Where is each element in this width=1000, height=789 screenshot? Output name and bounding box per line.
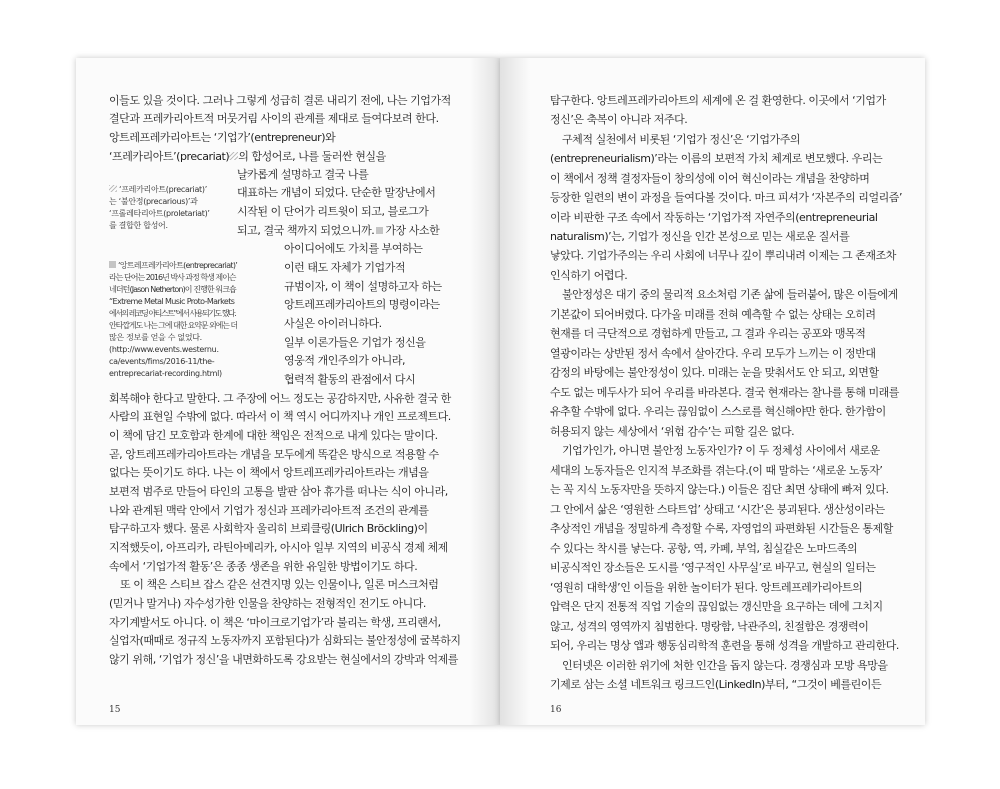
- sidenote-text: ‘앙트레프레카리아트(entreprecariat)’: [118, 261, 238, 270]
- sidenote-line: 많은 정보를 얻을 수 없었다.: [109, 333, 202, 342]
- body-line: 수도 없는 메두사가 되어 우리를 바라본다. 결국 현재라는 찰나를 통해 미래를: [550, 386, 899, 399]
- body-line: (entrepreneurialism)’라는 이름의 보편적 가치 체계로 변모했다. 우리는: [550, 152, 883, 165]
- body-line: 탐구한다. 앙트레프레카리아트의 세계에 온 걸 환영한다. 이곳에서 ‘기업가: [550, 94, 886, 107]
- left-page: [76, 58, 500, 725]
- body-text: 되고, 결국 책까지 되었으니까.: [237, 224, 375, 237]
- body-line: 사실은 아이러니하다.: [284, 317, 382, 330]
- body-line: 압력은 단지 전통적 직업 기술의 끊임없는 갱신만을 요구하는 데에 그치지: [550, 600, 883, 613]
- sidenote-line: 를 결합한 합성어.: [109, 221, 168, 230]
- body-line: [109, 150, 386, 164]
- body-line: 열광이라는 상반된 정서 속에서 살아간다. 우리 모두가 느끼는 이 정반대: [550, 347, 876, 360]
- sidenote-line: 네더턴(Jason Netherton)이 진행한 워크숍: [109, 285, 236, 294]
- body-line: 날카롭게 설명하고 결국 나를: [237, 168, 369, 181]
- body-line: 이런 태도 자체가 기업가적: [284, 261, 406, 274]
- body-line: (믿거나 말거나) 자수성가한 인물을 찬양하는 전형적인 전기도 아니다.: [109, 597, 426, 610]
- body-line: 불안정성은 대기 중의 물리적 요소처럼 기존 삶에 들러붙어, 많은 이들에게: [562, 288, 898, 301]
- sidenote-line: (http://www.events.westernu.: [109, 345, 219, 354]
- body-line: naturalism)’는, 기업가 정신을 인간 본성으로 믿는 새로운 질서를: [550, 230, 850, 243]
- right-gutter-shadow: [500, 58, 530, 725]
- sidenote-text: ‘프레카리아트(precariat)’: [119, 185, 207, 194]
- footnote-marker-icon: [376, 227, 383, 234]
- body-line: 앙트레프레카리아트는 ‘기업가’(entrepreneur)와: [109, 131, 336, 144]
- sidenote-line: 는 ‘불안정(precarious)’과: [109, 197, 198, 206]
- body-line: 보편적 범주로 만들어 타인의 고통을 발판 삼아 휴가를 떠나는 식이 아니라,: [109, 485, 448, 498]
- page-number: 15: [109, 705, 121, 715]
- footnote-marker-icon: [109, 185, 117, 192]
- body-line: 영웅적 개인주의가 아니라,: [284, 354, 406, 367]
- body-text: ‘프레카리아트’(precariat): [109, 150, 230, 163]
- body-line: 없다는 뜻이기도 하다. 나는 이 책에서 앙트레프레카리아트라는 개념을: [109, 466, 429, 479]
- body-line: 정신’은 축복이 아니라 저주다.: [550, 113, 688, 126]
- left-gutter-shadow: [470, 58, 500, 725]
- body-line: 협력적 활동의 관점에서 다시: [284, 373, 416, 386]
- body-line: 등장한 일련의 변이 과정을 들여다볼 것이다. 마크 피셔가 ‘자본주의 리얼리즘’: [550, 191, 903, 204]
- body-line: 사람의 표현일 수밖에 없다. 따라서 이 책 역시 어디까지나 개인 프로젝트다.: [109, 410, 451, 423]
- body-line: 인터넷은 이러한 위기에 처한 인간을 돕지 않는다. 경쟁심과 모방 욕망을: [562, 659, 888, 672]
- body-line: 수 있다는 착시를 낳는다. 공항, 역, 카페, 부엌, 침실같은 노마드족의: [550, 542, 858, 555]
- body-line: 세대의 노동자들은 인지적 부조화를 겪는다.(이 때 말하는 ‘새로운 노동자’: [550, 464, 883, 477]
- body-line: ‘영원히 대학생’인 이들을 위한 놀이터가 된다. 앙트레프레카리아트의: [550, 581, 863, 594]
- body-line: 이들도 있을 것이다. 그러나 그렇게 성급히 결론 내리기 전에, 나는 기업가적: [109, 94, 451, 107]
- body-line: 속에서 ‘기업가적 활동’은 종종 생존을 위한 유일한 방법이기도 하다.: [109, 560, 418, 573]
- body-line: 앙트레프레카리아트의 명령이라는: [284, 298, 440, 311]
- body-line: 현재를 더 극단적으로 경험하게 만들고, 그 결과 우리는 공포와 맹목적: [550, 327, 866, 340]
- body-text: 의 합성어로, 나를 둘러싼 현실을: [238, 150, 386, 163]
- body-line: 탐구하고자 했다. 물론 사회학자 울리히 브뢰클링(Ulrich Bröckling)이: [109, 522, 428, 535]
- sidenote-line: 안타깝게도 나는 그에 대한 요약문 외에는 더: [109, 321, 237, 330]
- body-line: 기제로 삼는 소셜 네트워크 링크드인(LinkedIn)부터, “그것이 베를린이든: [550, 678, 882, 691]
- body-line: 규범이자, 이 책이 설명하고자 하는: [284, 280, 442, 293]
- body-line: 구체적 실천에서 비롯된 ‘기업가 정신’은 ‘기업가주의: [562, 133, 801, 146]
- body-line: 시작된 이 단어가 리트윗이 되고, 블로그가: [237, 205, 429, 218]
- sidenote-line: [109, 185, 207, 195]
- body-line: 실업자(때때로 정규직 노동자까지 포함된다)가 심화되는 불안정성에 굴복하지: [109, 634, 461, 647]
- body-line: 지적했듯이, 아프리카, 라틴아메리카, 아시아 일부 지역의 비공식 경제 체제: [109, 541, 448, 554]
- right-page: [500, 58, 925, 725]
- body-line: 일부 이론가들은 기업가 정신을: [284, 336, 426, 349]
- body-line: 이 책에 담긴 모호함과 한계에 대한 책임은 전적으로 내게 있다는 말이다.: [109, 429, 438, 442]
- body-line: 는 꼭 지식 노동자만을 뜻하지 않는다.) 이들은 집단 최면 상태에 빠져 있다.: [550, 483, 889, 496]
- sidenote-line: entreprecariat-recording.html): [109, 369, 222, 378]
- body-line: 이라 비판한 구조 속에서 작동하는 ‘기업가적 자연주의(entrepreneurial: [550, 211, 878, 224]
- sidenote-line: 에서의 레코딩 아티스트”에서 사용되기도 했다.: [109, 309, 236, 318]
- body-line: 않기 위해, ‘기업가 정신’을 내면화하도록 강요받는 현실에서의 강박과 억제를: [109, 653, 458, 666]
- body-line: 비공식적인 장소들은 도시를 ‘영구적인 사무실’로 바꾸고, 현실의 일터는: [550, 561, 876, 574]
- body-line: 허용되지 않는 세상에서 ‘위험 감수’는 피할 길은 없다.: [550, 425, 795, 438]
- sidenote-line: ca/events/fims/2016-11/the-: [109, 357, 215, 366]
- body-line: 감정의 바탕에는 불안정성이 있다. 미래는 눈을 맞춰서도 안 되고, 외면할: [550, 366, 879, 379]
- body-line: 또 이 책은 스티브 잡스 같은 선견지명 있는 인물이나, 일론 머스크처럼: [120, 578, 439, 591]
- sidenote-line: [109, 261, 237, 271]
- body-line: 결단과 프레카리아트적 머뭇거림 사이의 관계를 제대로 들여다보려 한다.: [109, 112, 439, 125]
- body-line: 낳았다. 기업가주의는 우리 사회에 너무나 깊이 뿌리내려 이제는 그 존재조차: [550, 249, 896, 262]
- body-line: 기본값이 되어버렸다. 다가올 미래를 전혀 예측할 수 없는 상태는 오히려: [550, 308, 876, 321]
- body-line: 자기계발서도 아니다. 이 책은 ‘마이크로기업가’라 불리는 학생, 프리랜서,: [109, 616, 441, 629]
- body-line: 나와 관계된 맥락 안에서 기업가 정신과 프레카리아트적 조건의 관계를: [109, 504, 429, 517]
- body-line: 되어, 우리는 명상 앱과 행동심리학적 훈련을 통해 성격을 개발하고 관리한다.: [550, 639, 899, 652]
- body-line: 회복해야 한다고 말한다. 그 주장에 어느 정도는 공감하지만, 사유한 결국 한: [109, 392, 451, 405]
- sidenote-line: ‘프롤레타리아트(proletariat)’: [109, 209, 210, 218]
- body-line: 인식하기 어렵다.: [550, 269, 628, 282]
- body-line: 기업가인가, 아니면 불안정 노동자인가? 이 두 정체성 사이에서 새로운: [562, 444, 880, 457]
- body-line: 않고, 성격의 영역까지 침범한다. 명랑함, 낙관주의, 친절함은 경쟁력이: [550, 620, 869, 633]
- body-text: 가장 사소한: [385, 224, 440, 237]
- body-line: 유추할 수밖에 없다. 우리는 끊임없이 스스로를 혁신해야만 한다. 한가함이: [550, 405, 886, 418]
- footnote-marker-icon: [109, 261, 116, 268]
- sidenote-line: 라는 단어는 2016년 박사 과정 학생 제이슨: [109, 273, 236, 282]
- body-line: 대표하는 개념이 되었다. 단순한 말장난에서: [237, 186, 436, 199]
- body-line: 아이디어에도 가치를 부여하는: [284, 242, 423, 255]
- sidenote-line: “Extreme Metal Music Proto-Markets: [109, 297, 235, 306]
- body-line: 추상적인 개념을 정밀하게 측정할 수록, 자영업의 파편화된 시간들은 통제할: [550, 522, 893, 535]
- footnote-marker-icon: [229, 152, 238, 160]
- body-line: 곧, 앙트레프레카리아트라는 개념을 모두에게 똑같은 방식으로 적용할 수: [109, 448, 439, 461]
- body-line: [237, 224, 439, 238]
- body-line: 이 책에서 정책 결정자들이 창의성에 이어 혁신이라는 개념을 찬양하며: [550, 172, 870, 185]
- body-line: 그 안에서 삶은 ‘영원한 스타트업’ 상태고 ‘시간’은 붕괴된다. 생산성이라는: [550, 503, 885, 516]
- page-number: 16: [550, 705, 562, 715]
